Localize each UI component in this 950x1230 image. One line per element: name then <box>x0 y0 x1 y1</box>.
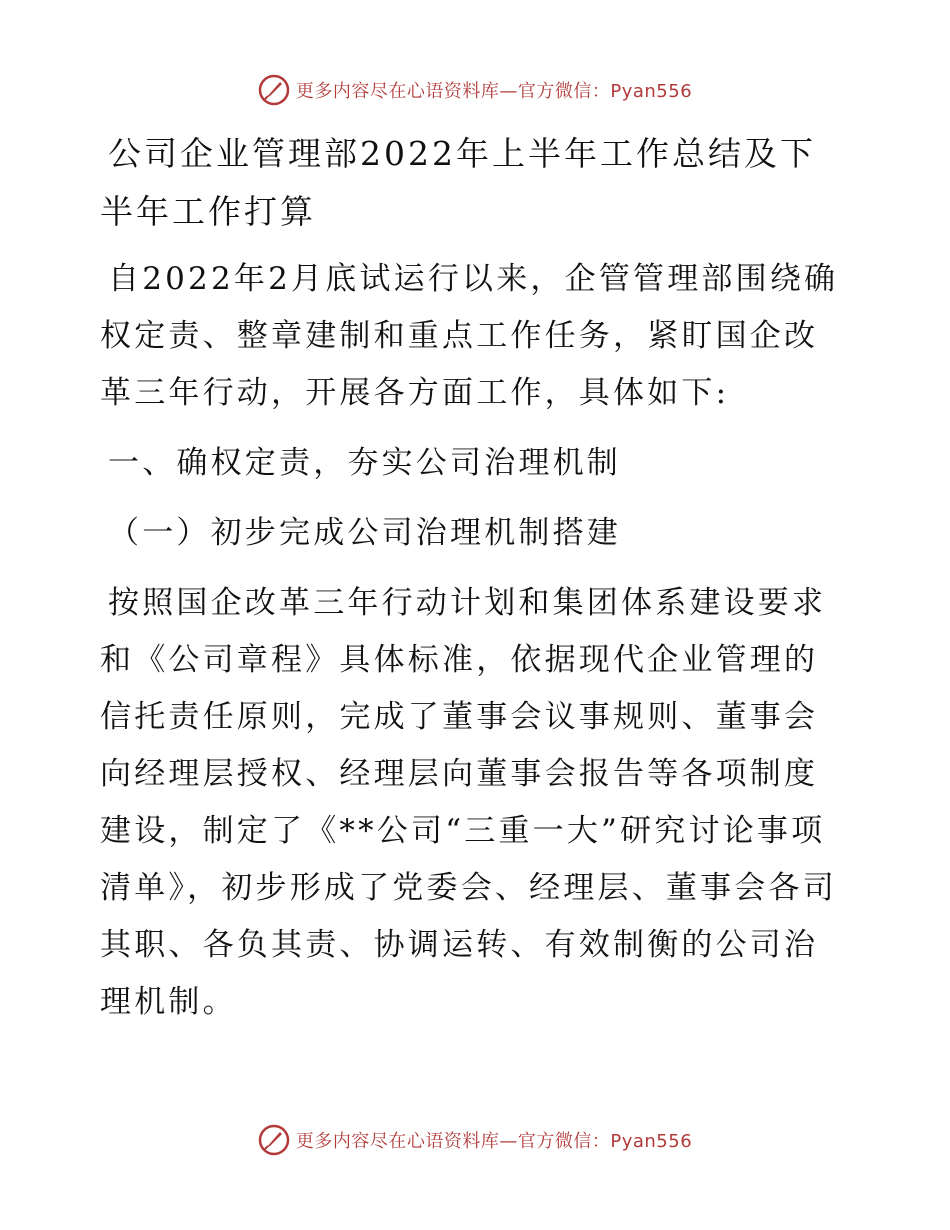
footer-watermark <box>0 1122 950 1158</box>
intro-paragraph: 自2022年2月底试运行以来，企管管理部围绕确权定责、整章建制和重点工作任务，紧盯国企改革三年行动，开展各方面工作，具体如下: <box>100 261 839 411</box>
body-paragraph: 按照国企改革三年行动计划和集团体系建设要求和《公司章程》具体标准，依据现代企业管理的信托责任原则，完成了董事会议事规则、董事会向经理层授权、经理层向董事会报告等各项制度建设，制定了《**公司“三重一大”研究讨论事项清单》，初步形成了党委会、经理层、董事会各司其职、各负其责、协调运转、有效制衡的公司治理机制。 <box>100 585 837 1020</box>
subsection-heading: （一）初步完成公司治理机制搭建 <box>108 515 621 551</box>
document-title: 公司企业管理部2022年上半年工作总结及下半年工作打算 <box>100 134 816 231</box>
feather-logo-icon <box>258 1124 290 1156</box>
document-body <box>100 125 850 1044</box>
section-heading: 一、确权定责，夯实公司治理机制 <box>108 445 621 481</box>
header-watermark <box>0 72 950 108</box>
feather-logo-icon <box>258 74 290 106</box>
watermark-text: 更多内容尽在心语资料库—官方微信：Pyan556 <box>295 81 693 102</box>
watermark-text: 更多内容尽在心语资料库—官方微信：Pyan556 <box>295 1131 693 1152</box>
